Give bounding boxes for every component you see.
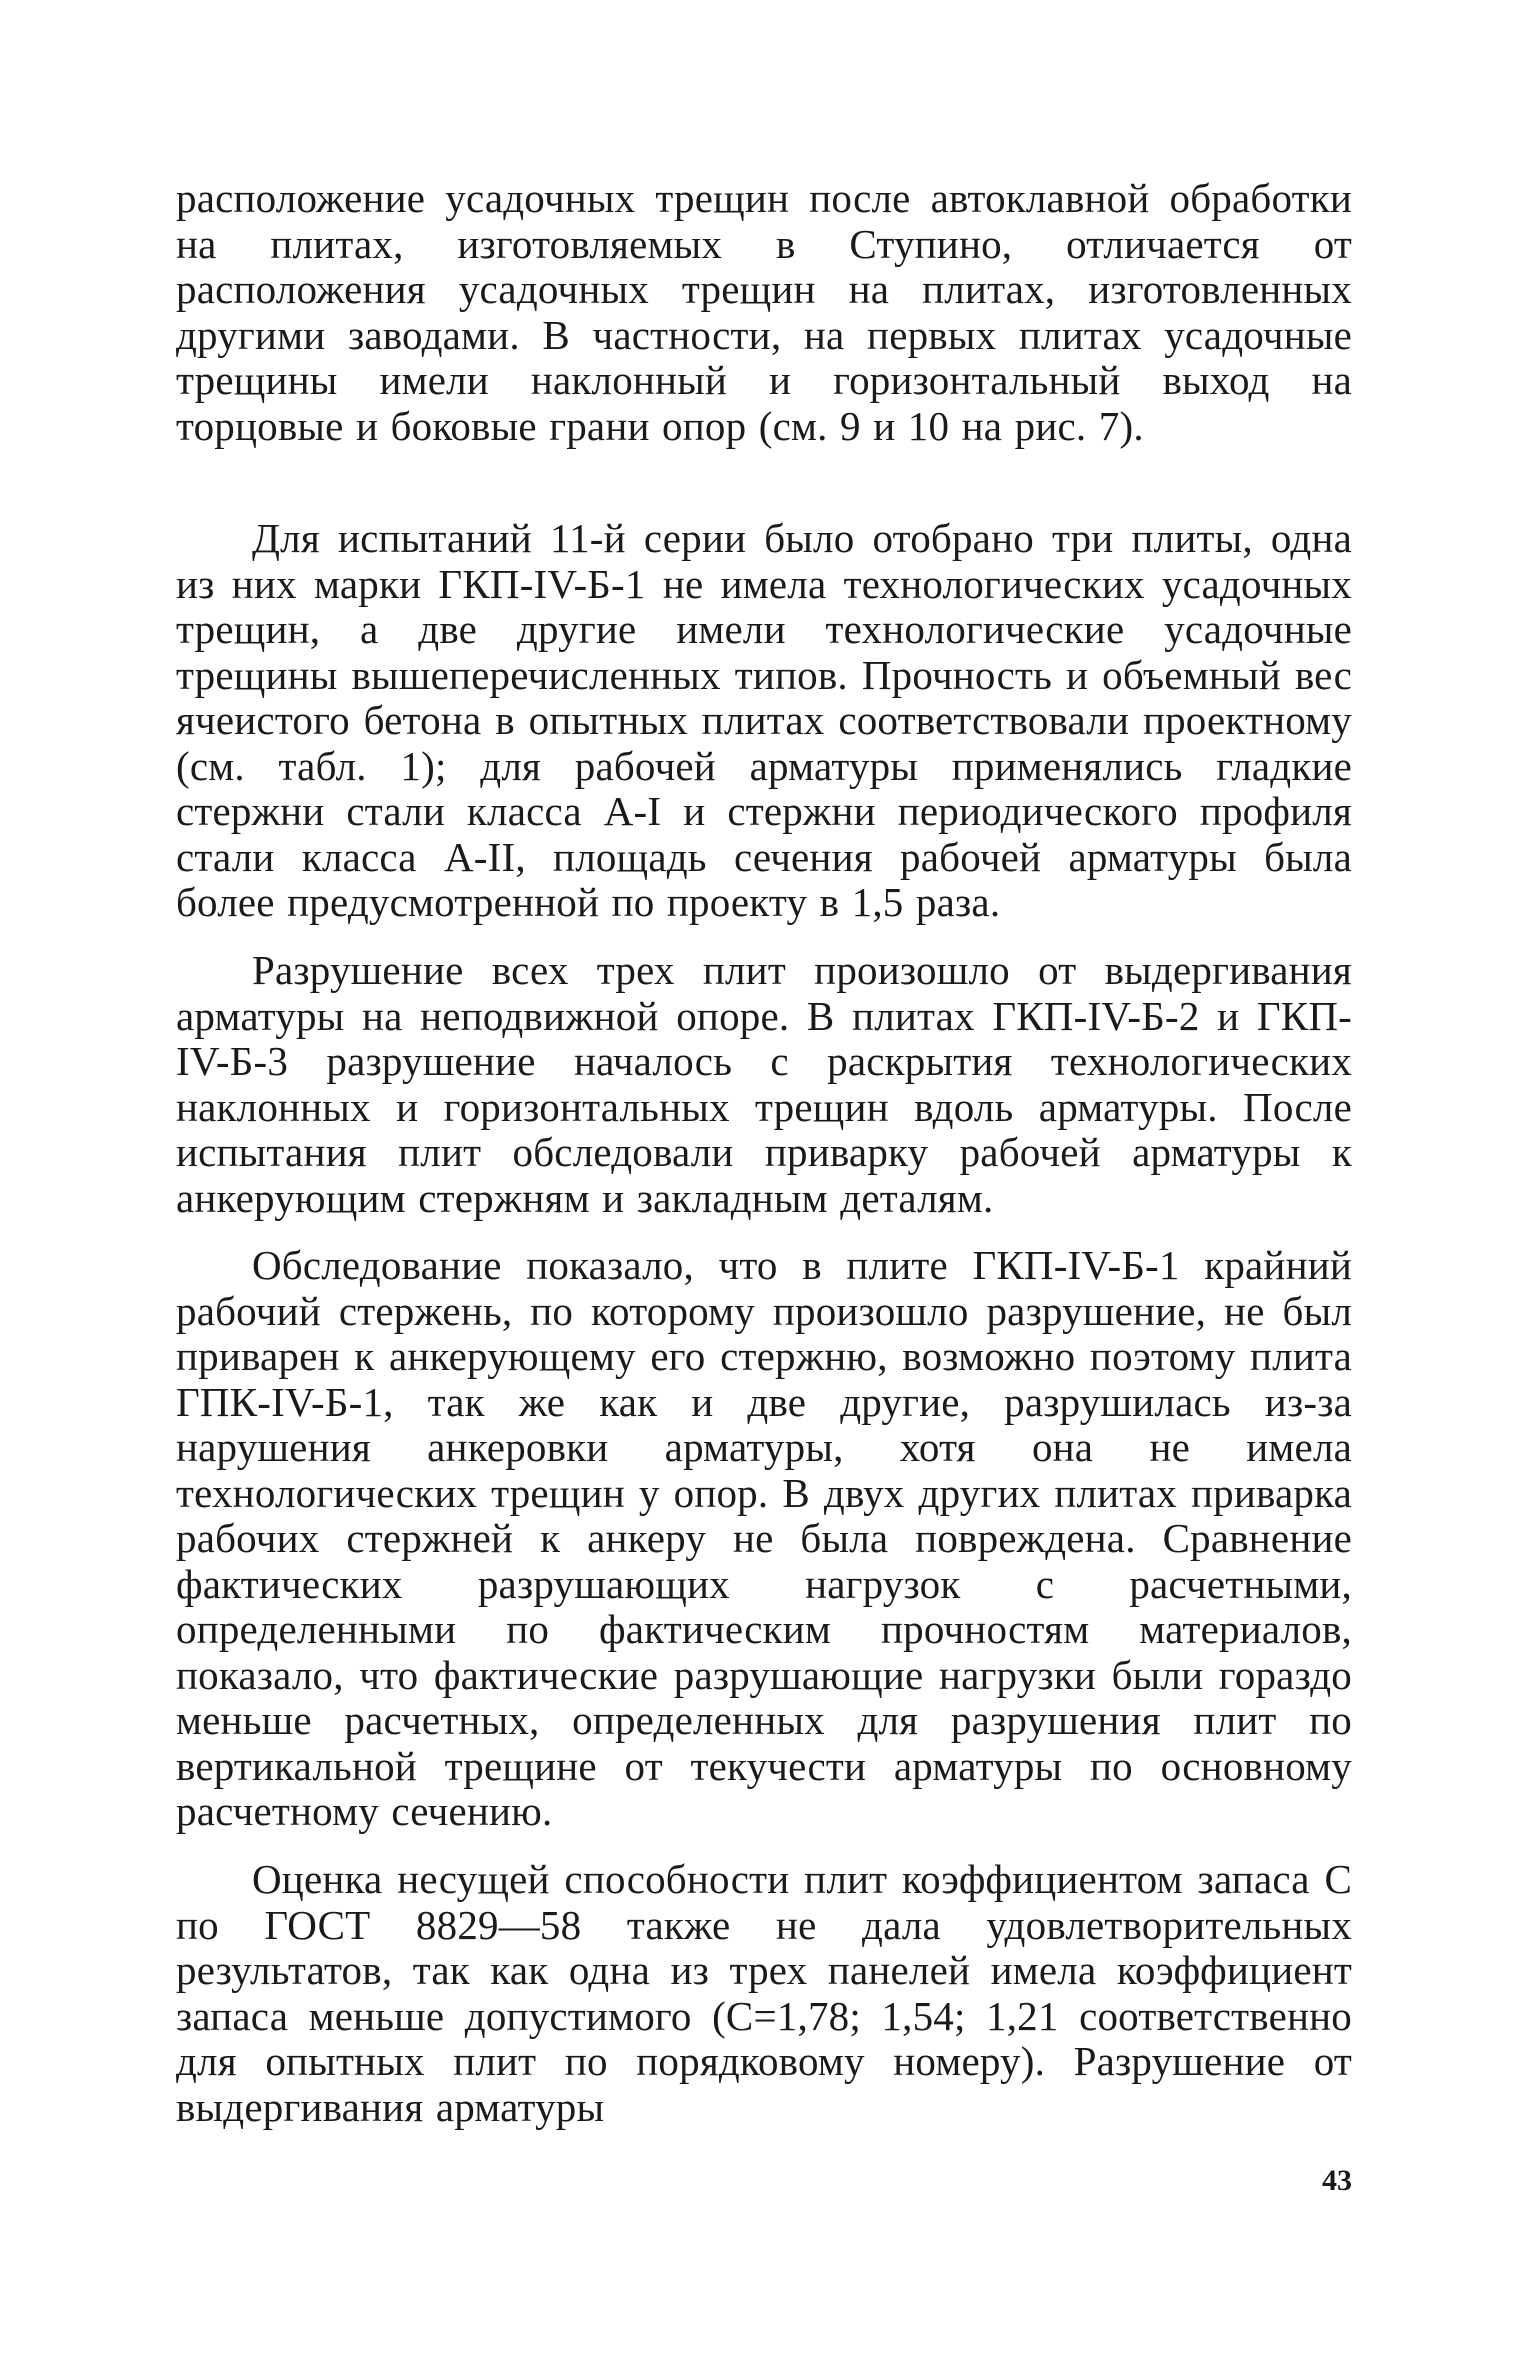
paragraph-continued: расположение усадочных трещин после автоклавной обработки на плитах, изготовляемых в Ступино, отличается от расположения усадочных трещин на плитах, изготовленных другими заводами. В частности, на первых плитах усадочные трещины имели наклонный и горизонтальный выход на торцовые и боковые грани опор (см. 9 и 10 на рис. 7). bbox=[176, 176, 1352, 449]
body-text bbox=[176, 176, 1352, 2197]
paragraph-safety-factor: Оценка несущей способности плит коэффициентом запаса С по ГОСТ 8829—58 также не дала удовлетворительных результатов, так как одна из трех панелей имела коэффициент запаса меньше допустимого (С=1,78; 1,54; 1,21 соответственно для опытных плит по порядковому номеру). Разрушение от выдергивания арматуры bbox=[176, 1857, 1352, 2130]
paragraph-failure-description: Разрушение всех трех плит произошло от выдергивания арматуры на неподвижной опоре. В плитах ГКП-IV-Б-2 и ГКП-IV-Б-3 разрушение началось с раскрытия технологических наклонных и горизонтальных трещин вдоль арматуры. После испытания плит обследовали приварку рабочей арматуры к анкерующим стержням и закладным деталям. bbox=[176, 948, 1352, 1221]
paragraph-series-11-tests: Для испытаний 11-й серии было отобрано три плиты, одна из них марки ГКП-IV-Б-1 не имела технологических усадочных трещин, а две другие имели технологические усадочные трещины вышеперечисленных типов. Прочность и объемный вес ячеистого бетона в опытных плитах соответствовали проектному (см. табл. 1); для рабочей арматуры применялись гладкие стержни стали класса А-I и стержни периодического профиля стали класса А-II, площадь сечения рабочей арматуры была более предусмотренной по проекту в 1,5 раза. bbox=[176, 516, 1352, 925]
page-number: 43 bbox=[1322, 2164, 1352, 2197]
paragraph-inspection-results: Обследование показало, что в плите ГКП-IV-Б-1 крайний рабочий стержень, по которому произошло разрушение, не был приварен к анкерующему его стержню, возможно поэтому плита ГПК-IV-Б-1, так же как и две другие, разрушилась из-за нарушения анкеровки арматуры, хотя она не имела технологических трещин у опор. В двух других плитах приварка рабочих стержней к анкеру не была повреждена. Сравнение фактических разрушающих нагрузок с расчетными, определенными по фактическим прочностям материалов, показало, что фактические разрушающие нагрузки были гораздо меньше расчетных, определенных для разрушения плит по вертикальной трещине от текучести арматуры по основному расчетному сечению. bbox=[176, 1243, 1352, 1834]
